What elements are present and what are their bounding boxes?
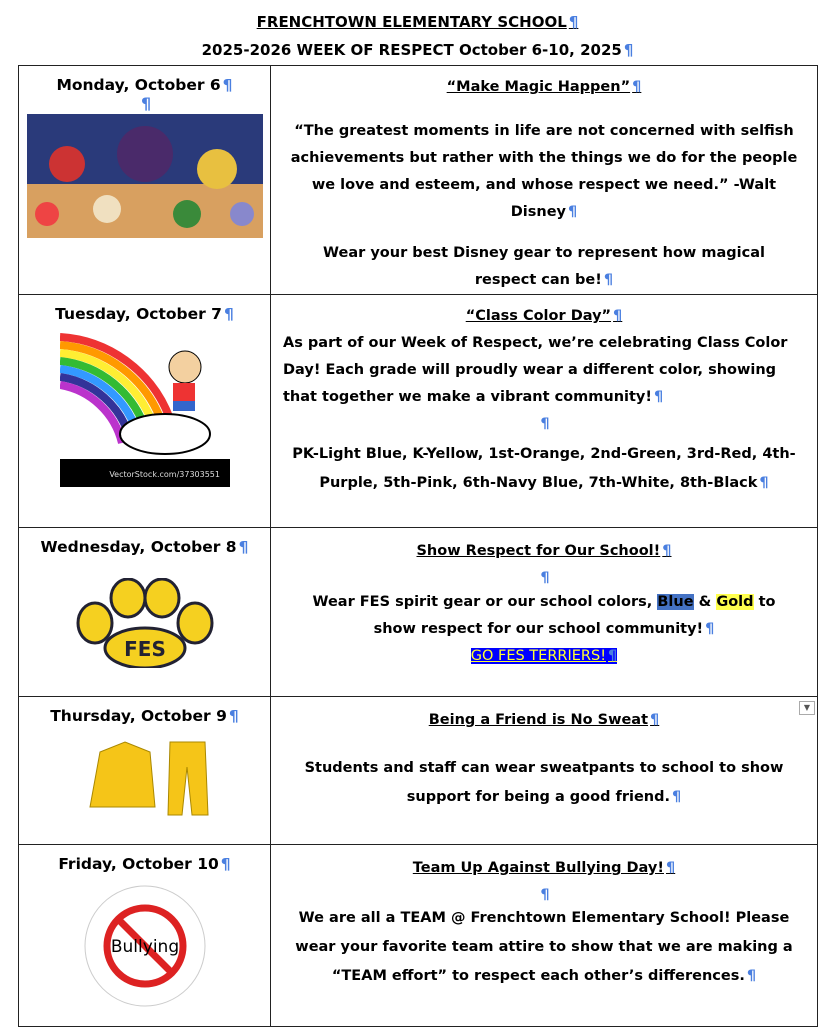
svg-text:Bullying: Bullying	[110, 937, 179, 957]
school-title: FRENCHTOWN ELEMENTARY SCHOOL ¶	[0, 0, 835, 36]
day-theme-title: “Class Color Day” ¶	[279, 303, 809, 330]
no-bullying-logo	[80, 881, 210, 1011]
gold-color-highlight: Gold	[716, 594, 754, 610]
go-fes-terriers-banner: GO FES TERRIERS! ¶	[471, 648, 618, 664]
table-row	[19, 295, 818, 528]
document-header	[0, 0, 835, 64]
day-theme-title: Being a Friend is No Sweat ¶	[279, 707, 809, 734]
day-label: Monday, October 6 ¶	[19, 76, 270, 94]
day-theme-title: Team Up Against Bullying Day! ¶	[279, 855, 809, 882]
table-row	[19, 66, 818, 295]
rainbow-image	[60, 329, 230, 487]
instruction-text: We are all a TEAM @ Frenchtown Elementary School! Please wear your favorite team attire to show that we are making a “TEAM effort” to respect each other’s differences. ¶	[279, 904, 809, 991]
day-theme-title: “Make Magic Happen” ¶	[279, 74, 809, 101]
instruction-text: Students and staff can wear sweatpants to school to show support for being a good friend. ¶	[279, 754, 809, 812]
quote-text: “The greatest moments in life are not concerned with selfish achievements but rather with the things we do for the people we love and esteem, and whose respect we need.” -Walt Disney ¶	[279, 118, 809, 226]
schedule-table	[18, 65, 818, 1027]
svg-text:FES: FES	[123, 637, 166, 661]
day-label: Friday, October 10 ¶	[19, 855, 270, 873]
day-label: Wednesday, October 8 ¶	[19, 538, 270, 556]
week-subtitle: 2025-2026 WEEK OF RESPECT October 6-10, 2025 ¶	[0, 36, 835, 64]
day-label: Thursday, October 9 ¶	[19, 707, 270, 725]
class-colors-list: PK-Light Blue, K-Yellow, 1st-Orange, 2nd-Green, 3rd-Red, 4th-Purple, 5th-Pink, 6th-Navy Blue, 7th-White, 8th-Black ¶	[279, 440, 809, 498]
intro-text: As part of our Week of Respect, we’re celebrating Class Color Day! Each grade will proudly wear a different color, showing that together we make a vibrant community! ¶	[279, 330, 809, 411]
disney-characters-image	[27, 114, 263, 238]
instruction-text: Wear your best Disney gear to represent how magical respect can be! ¶	[279, 240, 809, 294]
table-row	[19, 528, 818, 697]
blue-color-highlight: Blue	[657, 594, 694, 610]
instruction-text: Wear FES spirit gear or our school colors, Blue & Gold to show respect for our school community! ¶	[279, 589, 809, 643]
image-watermark: VectorStock.com/37303551	[108, 470, 220, 479]
table-row	[19, 697, 818, 845]
day-theme-title: Show Respect for Our School! ¶	[279, 538, 809, 565]
pride-paw-logo	[70, 578, 220, 668]
day-label: Tuesday, October 7 ¶	[19, 305, 270, 323]
sweatsuit-image	[80, 737, 210, 817]
table-row	[19, 845, 818, 1027]
dropdown-arrow-icon[interactable]: ▼	[799, 701, 815, 715]
